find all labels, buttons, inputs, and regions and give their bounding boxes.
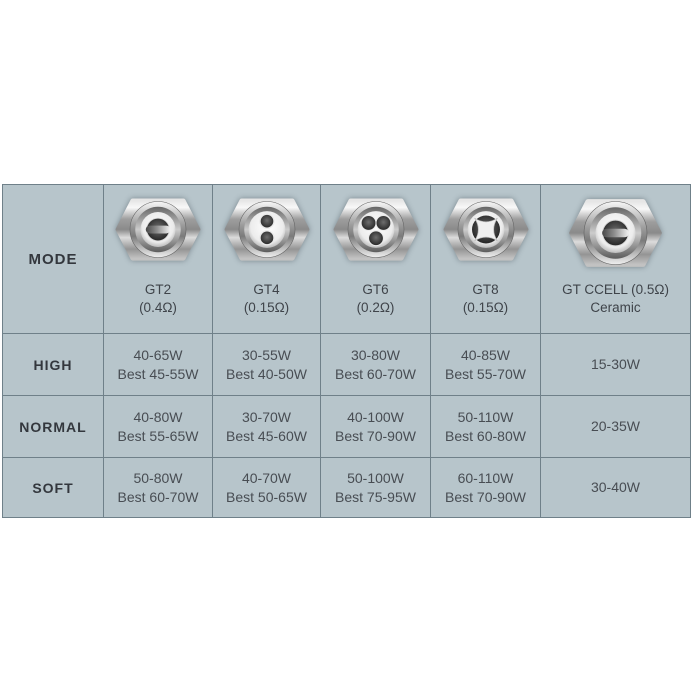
coil-label-gt4: GT4 (0.15Ω)	[243, 282, 290, 315]
wattage-range: 20-35W	[590, 418, 641, 434]
wattage-cell-high-gt8	[431, 334, 540, 395]
wattage-best: Best 45-55W	[117, 365, 199, 382]
mode-cell-high: HIGH	[3, 334, 103, 395]
mode-header-label: MODE	[28, 250, 78, 268]
column-header-gt6	[321, 185, 430, 333]
wattage-range: 40-80W	[133, 408, 183, 425]
column-header-gt-ccell	[541, 185, 690, 333]
coil-label-gt2: GT2 (0.4Ω)	[139, 282, 177, 315]
gt6-coil-icon	[332, 191, 420, 268]
wattage-cell-soft-gt-ccell	[541, 458, 690, 517]
wattage-best: Best 50-65W	[226, 488, 307, 505]
coil-label-gt8: GT8 (0.15Ω)	[462, 282, 509, 315]
wattage-best: Best 40-50W	[226, 365, 307, 382]
wattage-best: Best 60-80W	[445, 427, 526, 444]
wattage-range: 60-110W	[457, 469, 514, 486]
wattage-range: 30-80W	[350, 346, 401, 363]
coil-label-gt6: GT6 (0.2Ω)	[356, 282, 395, 315]
mode-header-cell	[3, 185, 103, 333]
wattage-range: 30-40W	[590, 479, 641, 495]
column-header-gt4	[213, 185, 320, 333]
wattage-range: 50-110W	[457, 408, 514, 425]
wattage-cell-normal-gt4	[213, 396, 320, 457]
wattage-cell-normal-gt8	[431, 396, 540, 457]
mode-cell-normal: NORMAL	[3, 396, 103, 457]
gt2-coil-icon	[114, 191, 202, 268]
wattage-range: 50-80W	[133, 469, 183, 486]
wattage-range: 40-100W	[347, 408, 404, 425]
wattage-range: 30-70W	[241, 408, 292, 425]
wattage-range: 50-100W	[347, 469, 404, 486]
wattage-cell-soft-gt2	[104, 458, 212, 517]
wattage-best: Best 45-60W	[226, 427, 307, 444]
wattage-best: Best 70-90W	[335, 427, 416, 444]
wattage-cell-high-gt2	[104, 334, 212, 395]
gt4-coil-icon	[223, 191, 311, 268]
wattage-cell-soft-gt4	[213, 458, 320, 517]
wattage-range: 40-65W	[133, 346, 183, 363]
wattage-best: Best 55-65W	[117, 427, 199, 444]
column-header-gt2	[104, 185, 212, 333]
wattage-best: Best 60-70W	[335, 365, 416, 382]
wattage-cell-normal-gt2	[104, 396, 212, 457]
wattage-range: 30-55W	[241, 346, 292, 363]
coil-spec-table	[2, 184, 691, 518]
wattage-cell-normal-gt-ccell	[541, 396, 690, 457]
wattage-cell-high-gt6	[321, 334, 430, 395]
wattage-cell-high-gt4	[213, 334, 320, 395]
gt-ccell-coil-icon	[567, 191, 664, 275]
wattage-best: Best 70-90W	[445, 488, 526, 505]
wattage-best: Best 75-95W	[335, 488, 416, 505]
mode-cell-soft: SOFT	[3, 458, 103, 517]
column-header-gt8	[431, 185, 540, 333]
gt8-coil-icon	[442, 191, 530, 268]
wattage-cell-soft-gt8	[431, 458, 540, 517]
wattage-cell-soft-gt6	[321, 458, 430, 517]
wattage-cell-normal-gt6	[321, 396, 430, 457]
wattage-range: 40-85W	[460, 346, 511, 363]
wattage-best: Best 55-70W	[445, 365, 526, 382]
wattage-best: Best 60-70W	[117, 488, 199, 505]
wattage-cell-high-gt-ccell	[541, 334, 690, 395]
coil-label-gt-ccell: GT CCELL (0.5Ω) Ceramic	[562, 282, 669, 315]
wattage-range: 15-30W	[590, 356, 641, 372]
wattage-range: 40-70W	[241, 469, 292, 486]
